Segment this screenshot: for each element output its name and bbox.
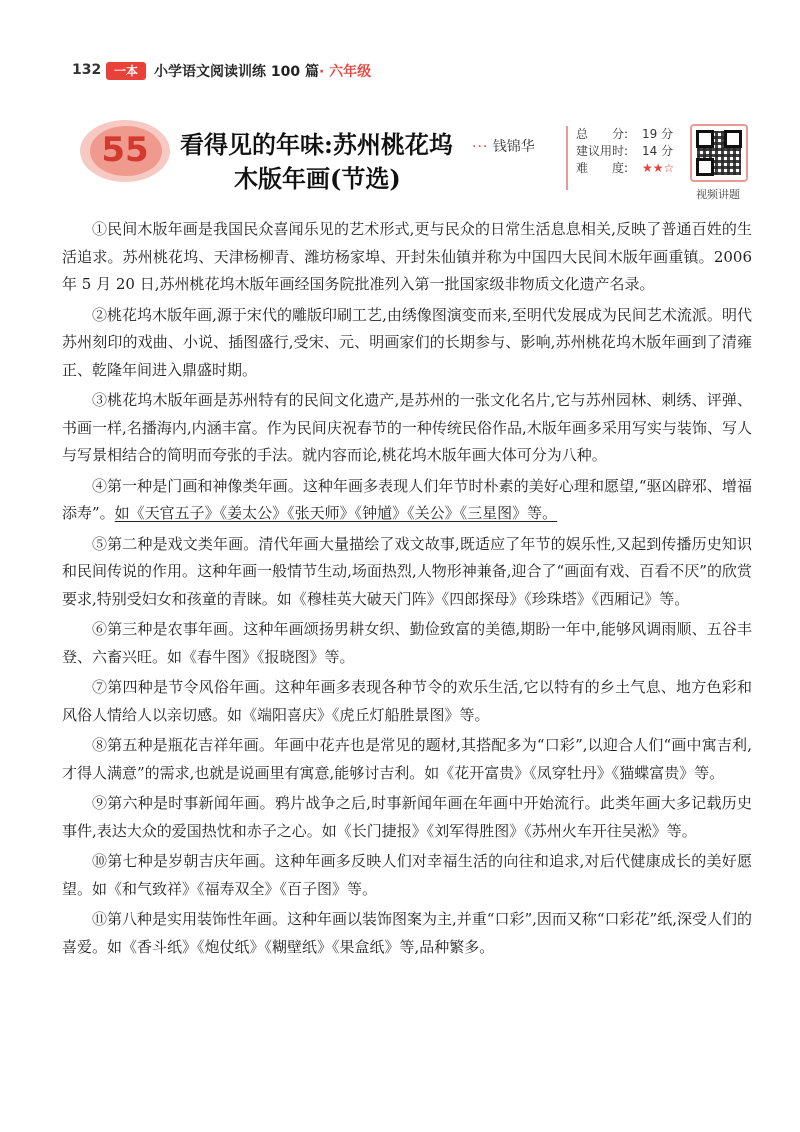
lesson-number-badge (80, 120, 170, 182)
lesson-number: 55 (101, 130, 149, 170)
author (472, 136, 535, 156)
lesson-title (180, 128, 453, 196)
book-title (154, 61, 371, 81)
qr-code-icon[interactable] (690, 124, 748, 182)
grade-label: · 六年级 (318, 64, 372, 80)
paragraph-8: ⑧第五种是瓶花吉祥年画。年画中花卉也是常见的题材,其搭配多为“口彩”,以迎合人们“画中寓吉利,才得人满意”的需求,也就是说画里有寓意,能够讨吉利。如《花开富贵》《凤穿牡丹》《猫蝶富贵》等。 (62, 736, 752, 782)
paragraph-9: ⑨第六种是时事新闻年画。鸦片战争之后,时事新闻年画在年画中开始流行。此类年画大多记载历史事件,表达大众的爱国热忱和赤子之心。如《长门捷报》《刘军得胜图》《苏州火车开往吴淞》等。 (62, 794, 752, 840)
paragraph-4-text: ④第一种是门画和神像类年画。这种年画多表现人们年节时朴素的美好心理和愿望,“驱凶辟邪、增福添寿”。 (62, 476, 752, 522)
exercise-info (566, 126, 694, 190)
book-title-text: 小学语文阅读训练 100 篇 (154, 64, 319, 80)
score-label: 总 分: (576, 127, 629, 141)
paragraph-3: ③桃花坞木版年画是苏州特有的民间文化遗产,是苏州的一张文化名片,它与苏州园林、刺绣、评弹、书画一样,名播海内,内涵丰富。作为民间庆祝春节的一种传统民俗作品,木版年画多采用写实与装饰、写人与写景相结合的简明而夸张的手法。就内容而论,桃花坞木版年画大体可分为八种。 (62, 391, 752, 464)
time-value: 14 分 (642, 144, 674, 158)
lesson-title-line2: 木版年画(节选) (234, 164, 401, 193)
author-name: 钱锦华 (492, 139, 535, 155)
paragraph-1: ①民间木版年画是我国民众喜闻乐见的艺术形式,更与民众的日常生活息息相关,反映了普通百姓的生活追求。苏州桃花坞、天津杨柳青、潍坊杨家埠、开封朱仙镇并称为中国四大民间木版年画重镇。2006 年 5 月 20 日,苏州桃花坞木版年画经国务院批准列入第一批国家级非物质文化遗产名录。 (62, 220, 752, 293)
paragraph-6: ⑥第三种是农事年画。这种年画颂扬男耕女织、勤俭致富的美德,期盼一年中,能够风调雨顺、五谷丰登、六畜兴旺。如《春牛图》《报晓图》等。 (62, 620, 752, 666)
difficulty-stars: ★★☆ (642, 161, 675, 175)
page-header (48, 56, 760, 86)
paragraph-7: ⑦第四种是节令风俗年画。这种年画多表现各种节令的欢乐生活,它以特有的乡土气息、地方色彩和风俗人情给人以亲切感。如《端阳喜庆》《虎丘灯船胜景图》等。 (62, 678, 752, 724)
page-number: 132 (72, 62, 102, 78)
brand-logo: 一本 (106, 62, 146, 80)
time-label: 建议用时: (576, 144, 629, 158)
difficulty-label: 难 度: (576, 161, 629, 175)
score-value: 19 分 (642, 127, 674, 141)
paragraph-4 (62, 473, 752, 528)
lesson-title-line1: 看得见的年味:苏州桃花坞 (180, 130, 453, 159)
paragraph-11: ⑪第八种是实用装饰性年画。这种年画以装饰图案为主,并重“口彩”,因而又称“口彩花”纸,深受人们的喜爱。如《香斗纸》《炮仗纸》《糊壁纸》《果盒纸》等,品种繁多。 (62, 910, 752, 956)
article-body (62, 216, 752, 964)
paragraph-4-underlined: 如《天官五子》《姜太公》《张天师》《钟馗》《关公》《三星图》等。 (114, 504, 558, 522)
qr-label: 视频讲题 (696, 188, 740, 201)
paragraph-5: ⑤第二种是戏文类年画。清代年画大量描绘了戏文故事,既适应了年节的娱乐性,又起到传播历史知识和民间传说的作用。这种年画一般情节生动,场面热烈,人物形神兼备,迎合了“画面有戏、百看不厌”的欣赏要求,特别受妇女和孩童的青睐。如《穆桂英大破天门阵》《四郎探母》《珍珠塔》《西厢记》等。 (62, 534, 752, 608)
paragraph-2: ②桃花坞木版年画,源于宋代的雕版印刷工艺,由绣像图演变而来,至明代发展成为民间艺术流派。明代苏州刻印的戏曲、小说、插图盛行,受宋、元、明画家们的长期参与、影响,苏州桃花坞木版年画到了清雍正、乾隆年间进入鼎盛时期。 (62, 305, 752, 379)
paragraph-10: ⑩第七种是岁朝吉庆年画。这种年画多反映人们对幸福生活的向往和追求,对后代健康成长的美好愿望。如《和气致祥》《福寿双全》《百子图》等。 (62, 852, 752, 898)
author-dots: ··· (472, 139, 489, 155)
